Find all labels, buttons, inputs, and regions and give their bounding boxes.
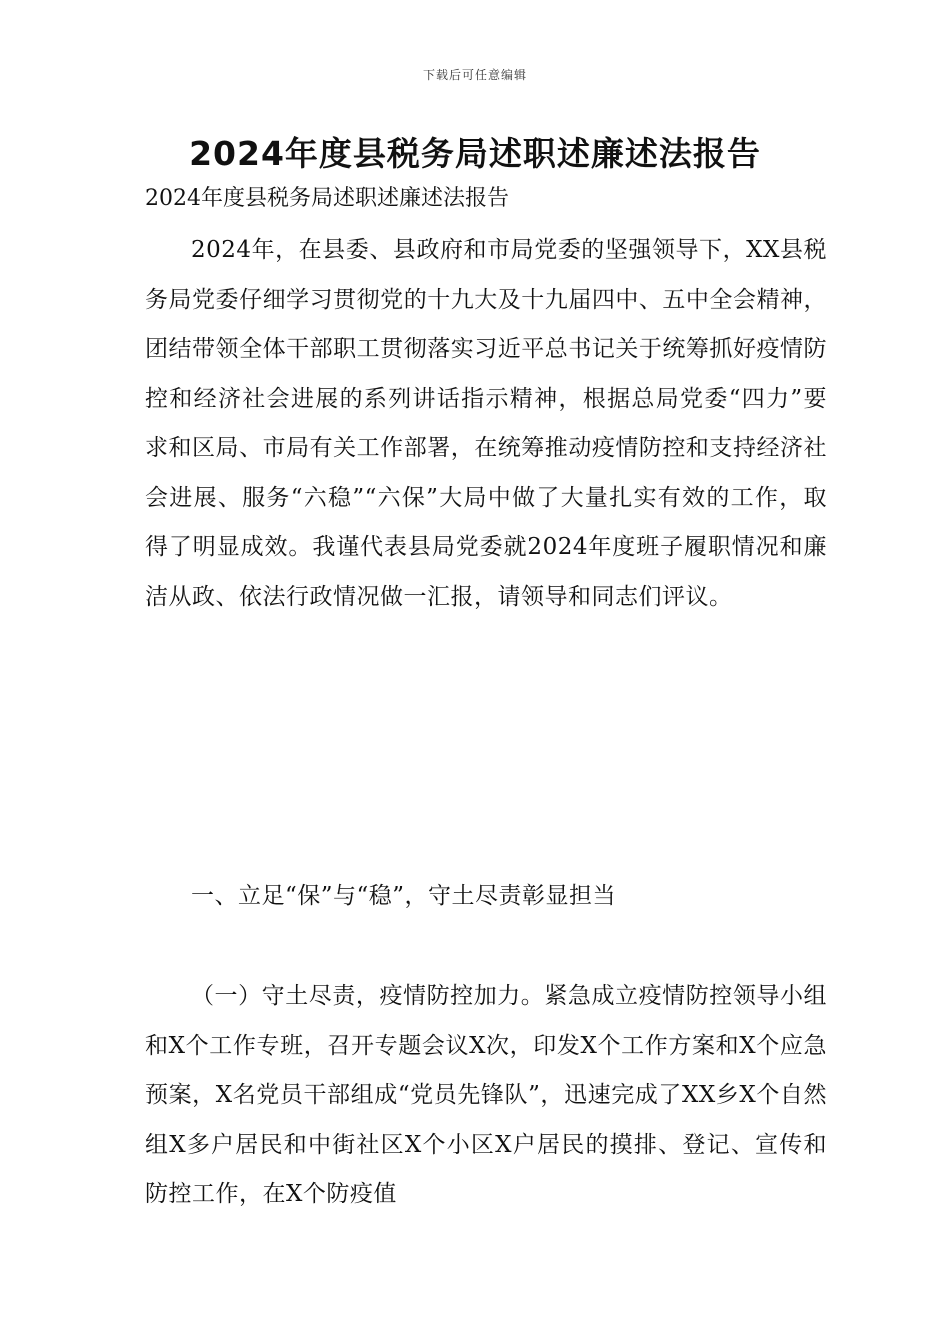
document-title: 2024年度县税务局述职述廉述法报告 [189, 134, 761, 173]
section-one-item-one-paragraph: （一）守土尽责，疫情防控加力。紧急成立疫情防控领导小组和X个工作专班，召开专题会议X次，印发X个工作方案和X个应急预案，X名党员干部组成“党员先锋队”，迅速完成了XX乡X个自然组X多户居民和中街社区X个小区X户居民的摸排、登记、宣传和防控工作，在X个防疫值 [145, 983, 827, 1207]
header-note: 下载后可任意编辑 [422, 68, 527, 82]
intro-paragraph: 2024年，在县委、县政府和市局党委的坚强领导下，XX县税务局党委仔细学习贯彻党的十九大及十九届四中、五中全会精神，团结带领全体干部职工贯彻落实习近平总书记关于统筹抓好疫情防控和经济社会进展的系列讲话指示精神，根据总局党委“四力”要求和区局、市局有关工作部署，在统筹推动疫情防控和支持经济社会进展、服务“六稳”“六保”大局中做了大量扎实有效的工作，取得了明显成效。我谨代表县局党委就2024年度班子履职情况和廉洁从政、依法行政情况做一汇报，请领导和同志们评议。 [145, 237, 827, 610]
document-subtitle: 2024年度县税务局述职述廉述法报告 [145, 186, 509, 211]
section-one-heading: 一、立足“保”与“稳”，守土尽责彰显担当 [191, 883, 617, 909]
